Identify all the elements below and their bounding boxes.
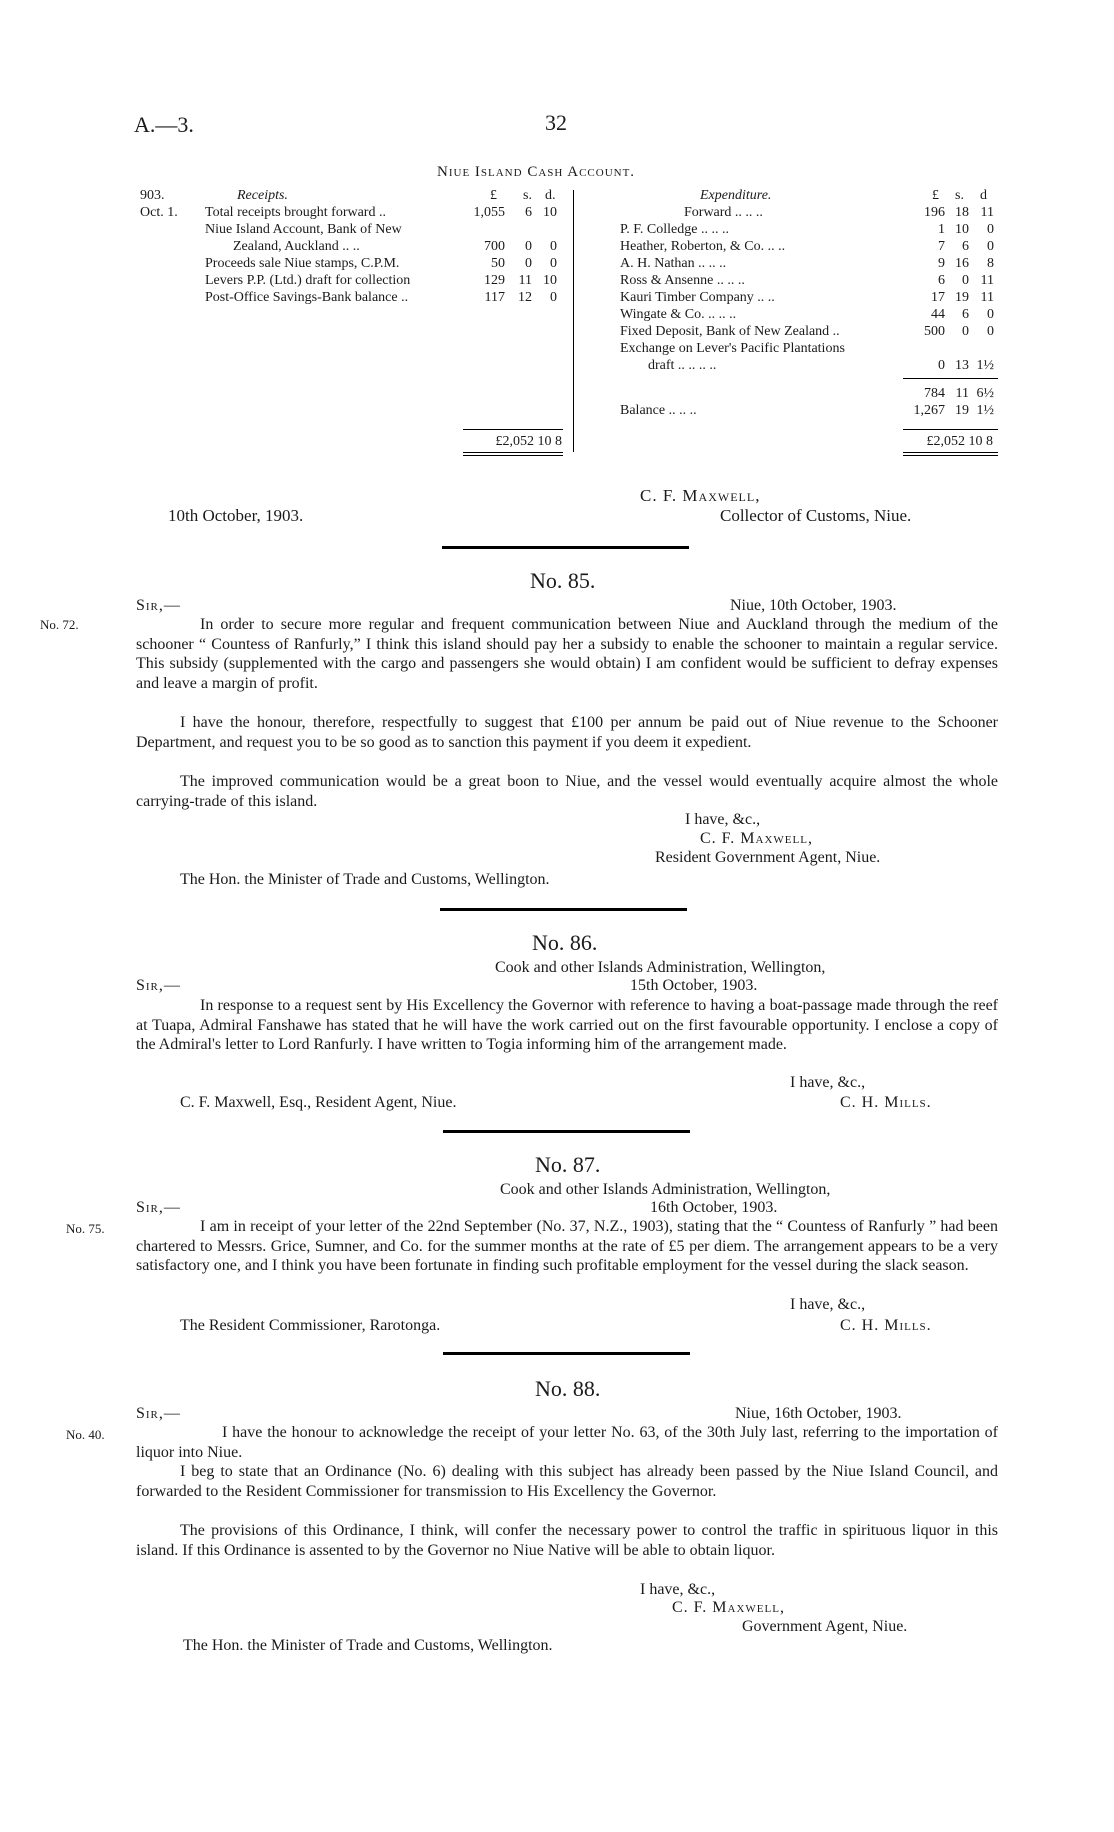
currency-pounds: £ <box>490 188 497 203</box>
expenditure-row-text: Kauri Timber Company .. .. <box>620 290 775 305</box>
expenditure-row-pence: 0 <box>987 222 994 237</box>
salutation: Sir,— <box>136 1405 181 1422</box>
receipt-row-pence: 0 <box>550 239 557 254</box>
expenditure-row-text: Forward .. .. .. <box>684 205 763 220</box>
receipts-total: £2,052 10 8 <box>495 434 562 449</box>
expenditure-total: £2,052 10 8 <box>926 434 993 449</box>
receipt-row-text: Proceeds sale Niue stamps, C.P.M. <box>205 256 400 271</box>
receipt-row-pence: 10 <box>543 205 557 220</box>
letter-paragraph: The improved communication would be a great boon to Niue, and the vessel would eventually acquire almost the whole carrying-trade of this island. <box>136 773 998 810</box>
letter-paragraph: I am in receipt of your letter of the 22nd September (No. 37, N.Z., 1903), stating that the “ Countess of Ranfurly ” had been chartered to Messrs. Grice, Sumner, and Co. for the summer months at the rate of £5 per diem. The arrangement appears to be a very satisfactory one, and I think you have been fortunate in finding such profitable employment for the vessel during the slack season. <box>136 1218 998 1274</box>
letter-paragraph: In order to secure more regular and frequent communication between Niue and Auckland through the medium of the schooner “ Countess of Ranfurly,” I think this island should pay her a subsidy to enable the schooner to maintain a regular service. This subsidy (supplemented with the cargo and passengers she would obtain) I am confident would be sufficient to defray expenses and leave a margin of profit. <box>136 616 998 692</box>
account-title: Niue Island Cash Account. <box>437 164 636 180</box>
receipt-row-pence: 10 <box>543 273 557 288</box>
receipts-heading: Receipts. <box>237 188 288 203</box>
expenditure-total-rule-bottom <box>903 452 998 453</box>
signer-title: Government Agent, Niue. <box>742 1618 908 1635</box>
expenditure-row-text: Exchange on Lever's Pacific Plantations <box>620 341 845 356</box>
receipt-row-text: Levers P.P. (Ltd.) draft for collection <box>205 273 411 288</box>
receipt-row-pounds: 700 <box>484 239 505 254</box>
receipt-row-pounds: 50 <box>491 256 505 271</box>
expenditure-row-pence: 11 <box>980 290 994 305</box>
receipt-row-pounds: 1,055 <box>473 205 505 220</box>
receipts-total-rule-double <box>463 455 563 456</box>
place: Cook and other Islands Administration, Wellington, <box>500 1181 831 1198</box>
letter-paragraph: I have the honour to acknowledge the receipt of your letter No. 63, of the 30th July last, referring to the importation of liquor into Niue. <box>136 1424 998 1461</box>
expenditure-row-pounds: 0 <box>938 358 945 373</box>
receipt-row-shillings: 0 <box>525 239 532 254</box>
receipt-row-pounds: 129 <box>484 273 505 288</box>
receipt-row-text: Zealand, Auckland .. .. <box>233 239 360 254</box>
date: 15th October, 1903. <box>630 977 758 994</box>
expenditure-row-text: draft .. .. .. .. <box>648 358 717 373</box>
letter-number: No. 85. <box>530 568 596 593</box>
expenditure-heading: Expenditure. <box>700 188 772 203</box>
letter-paragraph: The provisions of this Ordinance, I think, will confer the necessary power to control the traffic in spirituous liquor in this island. If this Ordinance is assented to by the Governor no Niue Native will be able to obtain liquor. <box>136 1522 998 1559</box>
letter-paragraph: In response to a request sent by His Excellency the Governor with reference to having a boat-passage made through the reef at Tuapa, Admiral Fanshawe has stated that he will have the work carried out on the first favourable opportunity. I enclose a copy of the Admiral's letter to Lord Ranfurly. I have written to Togia informing him of the arrangement made. <box>136 997 998 1053</box>
expenditure-row-pence: 1½ <box>976 358 994 373</box>
closing: I have, &c., <box>790 1296 866 1313</box>
account-signer: C. F. Maxwell, <box>640 486 761 505</box>
receipt-row-shillings: 12 <box>518 290 532 305</box>
account-column-divider <box>573 190 574 452</box>
signer: C. H. Mills. <box>840 1094 932 1111</box>
expenditure-subtotal-pence: 6½ <box>976 386 994 401</box>
section-divider <box>440 908 687 911</box>
expenditure-row-pounds: 196 <box>924 205 945 220</box>
closing: I have, &c., <box>640 1581 716 1598</box>
expenditure-row-text: A. H. Nathan .. .. .. <box>620 256 727 271</box>
addressee: C. F. Maxwell, Esq., Resident Agent, Niue. <box>180 1094 457 1111</box>
letter-paragraph: I have the honour, therefore, respectfully to suggest that £100 per annum be paid out of Niue revenue to the Schooner Department, and request you to be so good as to sanction this payment if you deem it expedient. <box>136 714 998 751</box>
date: 16th October, 1903. <box>650 1199 778 1216</box>
section-divider <box>443 1130 690 1133</box>
addressee: The Hon. the Minister of Trade and Customs, Wellington. <box>180 871 550 888</box>
expenditure-row-shillings: 18 <box>955 205 969 220</box>
salutation: Sir,— <box>136 597 181 614</box>
expenditure-row-pence: 0 <box>987 239 994 254</box>
expenditure-row-pence: 0 <box>987 307 994 322</box>
margin-reference: No. 40. <box>66 1427 105 1442</box>
receipt-row-text: Niue Island Account, Bank of New <box>205 222 402 237</box>
expenditure-row-shillings: 19 <box>955 290 969 305</box>
expenditure-row-pence: 8 <box>987 256 994 271</box>
receipt-row-text: Total receipts brought forward .. <box>205 205 386 220</box>
expenditure-row-pounds: 6 <box>938 273 945 288</box>
expenditure-row-shillings: 0 <box>962 273 969 288</box>
section-divider <box>443 1352 690 1355</box>
closing: I have, &c., <box>685 811 761 828</box>
signer: C. H. Mills. <box>840 1317 932 1334</box>
salutation: Sir,— <box>136 977 181 994</box>
receipt-row-shillings: 0 <box>525 256 532 271</box>
signer-title: Resident Government Agent, Niue. <box>655 849 881 866</box>
place-date: Niue, 10th October, 1903. <box>730 597 897 614</box>
letter-number: No. 87. <box>535 1152 601 1177</box>
currency-shillings: s. <box>955 188 964 203</box>
expenditure-row-text: Fixed Deposit, Bank of New Zealand .. <box>620 324 840 339</box>
letter-number: No. 88. <box>535 1376 601 1401</box>
expenditure-row-text: P. F. Colledge .. .. .. <box>620 222 729 237</box>
receipt-row-pounds: 117 <box>484 290 505 305</box>
receipts-year: 903. <box>140 188 165 203</box>
place-date: Niue, 16th October, 1903. <box>735 1405 902 1422</box>
receipt-row-pence: 0 <box>550 290 557 305</box>
receipt-row-shillings: 11 <box>518 273 532 288</box>
expenditure-row-pounds: 17 <box>931 290 945 305</box>
expenditure-row-shillings: 6 <box>962 307 969 322</box>
expenditure-row-pence: 0 <box>987 324 994 339</box>
expenditure-row-pounds: 500 <box>924 324 945 339</box>
account-date: 10th October, 1903. <box>168 506 304 525</box>
letter-paragraph: I beg to state that an Ordinance (No. 6) dealing with this subject has already been passed by the Niue Island Council, and forwarded to the Resident Commissioner for transmission to His Excellency the Governor. <box>136 1463 998 1500</box>
receipts-date: Oct. 1. <box>140 205 178 220</box>
expenditure-row-shillings: 13 <box>955 358 969 373</box>
letter-number: No. 86. <box>532 930 598 955</box>
expenditure-subtotal-rule <box>903 378 998 379</box>
expenditure-total-rule-double <box>903 455 998 456</box>
expenditure-subtotal-shillings: 11 <box>955 386 969 401</box>
balance-pounds: 1,267 <box>913 403 945 418</box>
addressee: The Hon. the Minister of Trade and Customs, Wellington. <box>183 1637 553 1654</box>
page-number: 32 <box>545 110 567 135</box>
expenditure-row-text: Ross & Ansenne .. .. .. <box>620 273 745 288</box>
expenditure-row-text: Heather, Roberton, & Co. .. .. <box>620 239 786 254</box>
currency-pence: d <box>980 188 987 203</box>
balance-shillings: 19 <box>955 403 969 418</box>
expenditure-row-pounds: 9 <box>938 256 945 271</box>
expenditure-row-pounds: 44 <box>931 307 945 322</box>
expenditure-row-pence: 11 <box>980 205 994 220</box>
balance-pence: 1½ <box>976 403 994 418</box>
expenditure-subtotal-pounds: 784 <box>924 386 945 401</box>
currency-shillings: s. <box>523 188 532 203</box>
expenditure-row-shillings: 6 <box>962 239 969 254</box>
expenditure-row-shillings: 0 <box>962 324 969 339</box>
closing: I have, &c., <box>790 1074 866 1091</box>
balance-label: Balance .. .. .. <box>620 403 697 418</box>
expenditure-row-text: Wingate & Co. .. .. .. <box>620 307 737 322</box>
receipts-total-rule-top <box>463 429 563 430</box>
place: Cook and other Islands Administration, Wellington, <box>495 959 826 976</box>
account-signer-title: Collector of Customs, Niue. <box>720 506 912 525</box>
expenditure-row-pounds: 1 <box>938 222 945 237</box>
receipt-row-text: Post-Office Savings-Bank balance .. <box>205 290 409 305</box>
expenditure-row-shillings: 10 <box>955 222 969 237</box>
signer: C. F. Maxwell, <box>700 830 813 847</box>
addressee: The Resident Commissioner, Rarotonga. <box>180 1317 441 1334</box>
section-divider <box>442 546 689 549</box>
currency-pence: d. <box>545 188 556 203</box>
receipt-row-pence: 0 <box>550 256 557 271</box>
margin-reference: No. 72. <box>40 617 79 632</box>
expenditure-row-pounds: 7 <box>938 239 945 254</box>
document-reference: A.—3. <box>134 112 194 137</box>
receipt-row-shillings: 6 <box>525 205 532 220</box>
expenditure-row-shillings: 16 <box>955 256 969 271</box>
expenditure-total-rule-top <box>903 429 998 430</box>
currency-pounds: £ <box>932 188 939 203</box>
receipts-total-rule-bottom <box>463 452 563 453</box>
margin-reference: No. 75. <box>66 1221 105 1236</box>
signer: C. F. Maxwell, <box>672 1599 785 1616</box>
salutation: Sir,— <box>136 1199 181 1216</box>
expenditure-row-pence: 11 <box>980 273 994 288</box>
